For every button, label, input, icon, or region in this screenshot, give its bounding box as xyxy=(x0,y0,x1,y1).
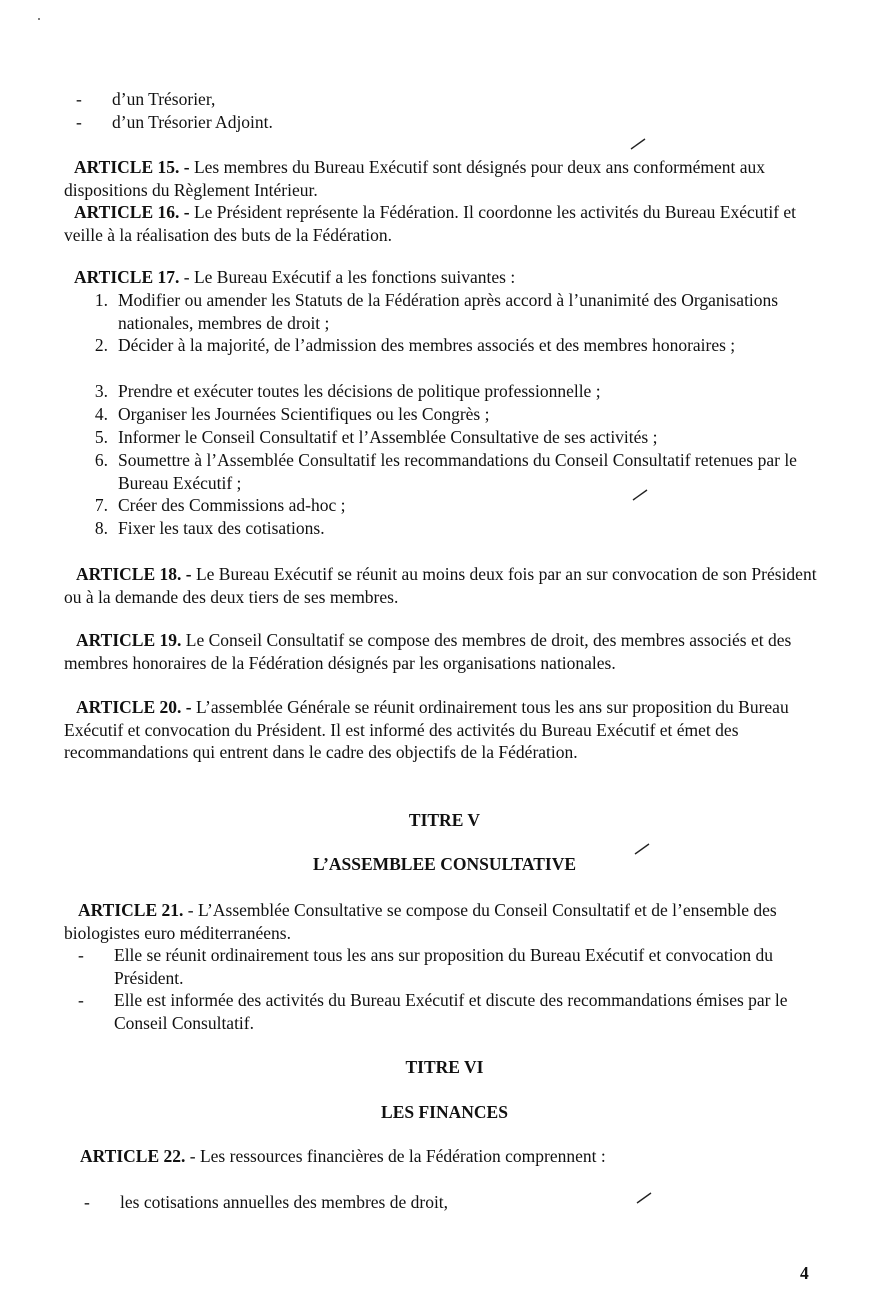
article-text: Le Conseil Consultatif se compose des membres de droit, des membres associés et des membres honoraires de la Fédération désignés par les organisations nationales. xyxy=(64,630,792,673)
article-separator: - xyxy=(183,202,190,222)
article-text: L’assemblée Générale se réunit ordinairement tous les ans sur proposition du Bureau Exécutif et convocation du Président. Il est informé des activités du Bureau Exécutif et émet des recommandations qui entrent dans le cadre des objectifs de la Fédération. xyxy=(64,697,789,762)
article-text: L’Assemblée Consultative se compose du Conseil Consultatif et de l’ensemble des biologistes euro méditerranéens. xyxy=(64,900,777,943)
article-separator: - xyxy=(185,697,192,717)
scan-speck xyxy=(38,18,40,20)
article-text: Les ressources financières de la Fédération comprennent : xyxy=(199,1146,606,1166)
article-20 xyxy=(64,696,824,764)
article-label: ARTICLE 20. xyxy=(76,697,182,717)
list-item xyxy=(86,334,816,357)
dash-bullet: - xyxy=(78,945,84,965)
article-separator: - xyxy=(189,1146,196,1166)
article-16 xyxy=(64,201,824,246)
dash-bullet: - xyxy=(84,1192,90,1212)
article-label: ARTICLE 18. xyxy=(76,564,182,584)
list-item-text: Elle est informée des activités du Bureau Exécutif et discute des recommandations émises par le Conseil Consultatif. xyxy=(114,990,788,1033)
list-item xyxy=(76,111,816,134)
list-item-text: Modifier ou amender les Statuts de la Fédération après accord à l’unanimité des Organisations nationales, membres de droit ; xyxy=(118,290,779,333)
check-mark-icon xyxy=(632,489,648,501)
list-item-text: d’un Trésorier, xyxy=(112,89,216,109)
list-item-text: Informer le Conseil Consultatif et l’Assemblée Consultative de ses activités ; xyxy=(118,427,658,447)
list-item xyxy=(86,426,816,449)
page-number: 4 xyxy=(800,1263,809,1283)
list-number: 3. xyxy=(94,381,108,401)
list-number: 6. xyxy=(94,450,108,470)
list-item-text: les cotisations annuelles des membres de droit, xyxy=(120,1192,449,1212)
article-separator: - xyxy=(183,267,190,287)
check-mark-icon xyxy=(630,138,646,150)
list-item xyxy=(86,380,816,403)
article-label: ARTICLE 22. xyxy=(80,1146,186,1166)
article-label: ARTICLE 15. xyxy=(74,157,180,177)
article-17 xyxy=(64,266,824,289)
section-subtitle: L’ASSEMBLEE CONSULTATIVE xyxy=(312,854,577,874)
list-item-text: Créer des Commissions ad-hoc ; xyxy=(118,495,346,515)
article-18 xyxy=(64,563,824,608)
list-number: 4. xyxy=(94,404,108,424)
list-item-text: Elle se réunit ordinairement tous les ans sur proposition du Bureau Exécutif et convocation du Président. xyxy=(114,945,774,988)
list-item-text: Soumettre à l’Assemblée Consultatif les recommandations du Conseil Consultatif retenues par le Bureau Exécutif ; xyxy=(118,450,797,493)
article-19 xyxy=(64,629,824,674)
article-label: ARTICLE 16. xyxy=(74,202,180,222)
dash-bullet: - xyxy=(78,990,84,1010)
list-number: 5. xyxy=(94,427,108,447)
list-number: 7. xyxy=(94,495,108,515)
list-item-text: Prendre et exécuter toutes les décisions de politique professionnelle ; xyxy=(118,381,601,401)
article-text: Le Bureau Exécutif se réunit au moins deux fois par an sur convocation de son Président ou à la demande des deux tiers de ses membres. xyxy=(64,564,817,607)
dash-bullet: - xyxy=(76,112,82,132)
dash-bullet: - xyxy=(76,89,82,109)
list-item xyxy=(86,403,816,426)
list-number: 8. xyxy=(94,518,108,538)
article-15 xyxy=(64,156,824,201)
list-number: 2. xyxy=(94,335,108,355)
list-number: 1. xyxy=(94,290,108,310)
list-item xyxy=(76,88,816,111)
article-label: ARTICLE 19. xyxy=(76,630,182,650)
list-item-text: Organiser les Journées Scientifiques ou les Congrès ; xyxy=(118,404,490,424)
section-title: TITRE VI xyxy=(405,1057,484,1077)
section-title: TITRE V xyxy=(408,810,481,830)
check-mark-icon xyxy=(634,843,650,855)
article-separator: - xyxy=(185,564,192,584)
article-text: Les membres du Bureau Exécutif sont désignés pour deux ans conformément aux dispositions du Règlement Intérieur. xyxy=(64,157,765,200)
article-separator: - xyxy=(183,157,190,177)
article-label: ARTICLE 21. xyxy=(78,900,184,920)
list-item xyxy=(84,1191,824,1214)
list-item xyxy=(78,989,818,1034)
section-subtitle: LES FINANCES xyxy=(381,1102,508,1122)
list-item-text: Fixer les taux des cotisations. xyxy=(118,518,325,538)
article-text: Le Président représente la Fédération. Il coordonne les activités du Bureau Exécutif et veille à la réalisation des buts de la Fédération. xyxy=(64,202,797,245)
article-text: Le Bureau Exécutif a les fonctions suivantes : xyxy=(193,267,516,287)
list-item xyxy=(78,944,818,989)
article-separator: - xyxy=(187,900,194,920)
list-item xyxy=(86,517,816,540)
article-22 xyxy=(64,1145,824,1168)
list-item xyxy=(86,289,816,334)
check-mark-icon xyxy=(636,1192,652,1204)
list-item xyxy=(86,449,816,494)
list-item-text: d’un Trésorier Adjoint. xyxy=(112,112,273,132)
list-item-text: Décider à la majorité, de l’admission des membres associés et des membres honoraires ; xyxy=(118,335,736,355)
article-label: ARTICLE 17. xyxy=(74,267,180,287)
article-21 xyxy=(64,899,824,944)
list-item xyxy=(86,494,816,517)
